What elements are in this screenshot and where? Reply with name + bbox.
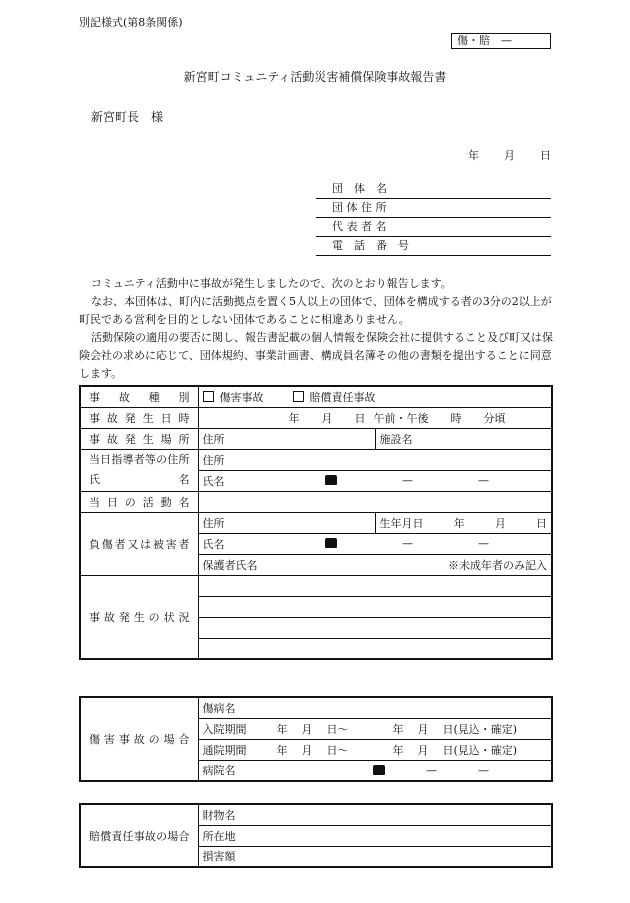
representative-label: 代 表 者 名: [332, 220, 387, 233]
phone-icon: [325, 538, 337, 548]
out-to-year: 年: [392, 743, 404, 757]
phone-label: 電 話 番 号: [332, 239, 409, 252]
dt-minute: 分頃: [483, 411, 506, 425]
birth-month: 月: [494, 516, 506, 530]
minor-note: ※未成年者のみ記入: [448, 558, 547, 572]
representative-line[interactable]: [316, 218, 551, 237]
hospital-field[interactable]: [198, 760, 552, 781]
org-address-line[interactable]: [316, 199, 551, 218]
facility-field[interactable]: [375, 428, 552, 449]
activity-field[interactable]: [198, 491, 552, 512]
hosp-from-year: 年: [276, 722, 288, 736]
out-to-day: 日(見込・確定): [442, 743, 518, 757]
birthdate-field[interactable]: [375, 512, 552, 533]
damage-label: 損害額: [202, 850, 236, 864]
birth-year: 年: [453, 516, 465, 530]
report-date: [468, 147, 551, 163]
injury-checkbox[interactable]: [203, 391, 214, 402]
hosp-to-day: 日(見込・確定): [442, 722, 518, 736]
injury-option-label: 傷害事故: [219, 390, 264, 404]
place-label: 事故発生場所: [80, 428, 198, 449]
out-to-month: 月: [417, 743, 429, 757]
date-day: 日: [540, 149, 551, 162]
out-from-month: 月: [301, 743, 313, 757]
liability-option-label: 賠償責任事故: [309, 390, 376, 404]
injured-address-label: 住所: [202, 516, 225, 530]
activity-label: 当日の活動名: [80, 491, 198, 512]
leader-label: 当日指導者等の住所氏名: [80, 449, 198, 491]
outpatient-label: 通院期間: [202, 743, 247, 757]
leader-name-label: 氏名: [202, 474, 225, 488]
leader-address-field[interactable]: [198, 449, 552, 470]
hosp-from-month: 月: [301, 722, 313, 736]
leader-name-field[interactable]: [198, 470, 552, 491]
injured-name-field[interactable]: [198, 533, 552, 554]
property-field[interactable]: [198, 804, 552, 825]
situation-line-1[interactable]: [198, 575, 552, 596]
dt-day: 日: [354, 411, 366, 425]
accident-type-options: [198, 386, 552, 407]
injury-case-label: 傷害事故の場合: [80, 697, 198, 781]
datetime-field[interactable]: [198, 407, 552, 428]
dt-ampm: 午前・午後: [373, 411, 429, 425]
guardian-label: 保護者氏名: [202, 558, 258, 572]
guardian-field[interactable]: [198, 554, 552, 575]
org-name-label: 団 体 名: [332, 182, 387, 195]
injury-table: [79, 696, 553, 782]
paragraph-3: 活動保険の適用の要否に関し、報告書記載の個人情報を保険会社に提供すること及び町又は保険会社の求めに応じて、団体規約、事業計画書、構成員名簿その他の書類を提出することに同意します。: [79, 331, 553, 380]
situation-label: 事故発生の状況: [80, 575, 198, 659]
place-address-field[interactable]: [198, 428, 375, 449]
addressee: 新宮町長 様: [91, 110, 164, 124]
phone-icon: [373, 765, 385, 775]
situation-line-2[interactable]: [198, 596, 552, 617]
leader-address-label: 住所: [202, 453, 225, 467]
injured-address-field[interactable]: [198, 512, 375, 533]
hosp-from-day: 日〜: [326, 722, 349, 736]
paragraph-1: コミュニティ活動中に事故が発生しましたので、次のとおり報告します。: [91, 277, 452, 290]
outpatient-field[interactable]: [198, 739, 552, 760]
location-label: 所在地: [202, 829, 236, 843]
hospital-phone-dash-1: —: [426, 763, 437, 777]
hospital-phone-dash-2: —: [478, 763, 489, 777]
hosp-to-year: 年: [392, 722, 404, 736]
document-title: 新宮町コミュニティ活動災害補償保険事故報告書: [183, 70, 447, 84]
liability-checkbox[interactable]: [293, 391, 304, 402]
hospitalization-label: 入院期間: [202, 722, 247, 736]
hospital-label: 病院名: [202, 764, 236, 778]
phone-icon: [325, 475, 337, 485]
org-address-label: 団 体 住 所: [332, 201, 387, 214]
birth-label: 生年月日: [379, 516, 424, 530]
main-table: [79, 385, 553, 660]
injured-phone-dash-2: —: [478, 537, 489, 550]
leader-phone-dash-1: —: [402, 474, 413, 487]
dt-hour: 時: [450, 411, 462, 425]
liability-table: [79, 803, 553, 868]
phone-line[interactable]: [316, 237, 551, 256]
disease-field[interactable]: [198, 697, 552, 718]
leader-phone-dash-2: —: [478, 474, 489, 487]
out-from-year: 年: [276, 743, 288, 757]
injured-phone-dash-1: —: [402, 537, 413, 550]
situation-line-3[interactable]: [198, 617, 552, 638]
place-address-label: 住所: [202, 432, 225, 446]
org-name-line[interactable]: [316, 180, 551, 199]
disease-label: 傷病名: [202, 701, 236, 715]
hosp-to-month: 月: [417, 722, 429, 736]
type-box: 傷・賠 —: [451, 33, 551, 49]
damage-field[interactable]: [198, 846, 552, 867]
accident-type-label: 事 故 種 別: [80, 386, 198, 407]
situation-line-4[interactable]: [198, 638, 552, 659]
out-from-day: 日〜: [326, 743, 349, 757]
hospitalization-field[interactable]: [198, 718, 552, 739]
form-label: 別記様式(第8条関係): [79, 16, 183, 29]
location-field[interactable]: [198, 825, 552, 846]
date-year: 年: [468, 149, 479, 162]
datetime-label: 事故発生日時: [80, 407, 198, 428]
injured-label: 負傷者又は被害者: [80, 512, 198, 575]
dt-month: 月: [321, 411, 333, 425]
liability-case-label: 賠償責任事故の場合: [80, 804, 198, 867]
paragraph-2: なお、本団体は、町内に活動拠点を置く5人以上の団体で、団体を構成する者の3分の2以上が町民である営利を目的としない団体であることに相違ありません。: [79, 295, 552, 326]
facility-label: 施設名: [379, 432, 413, 446]
birth-day: 日: [535, 516, 547, 530]
injured-name-label: 氏名: [202, 537, 225, 551]
dt-year: 年: [288, 411, 300, 425]
property-label: 財物名: [202, 808, 236, 822]
date-month: 月: [504, 149, 515, 162]
